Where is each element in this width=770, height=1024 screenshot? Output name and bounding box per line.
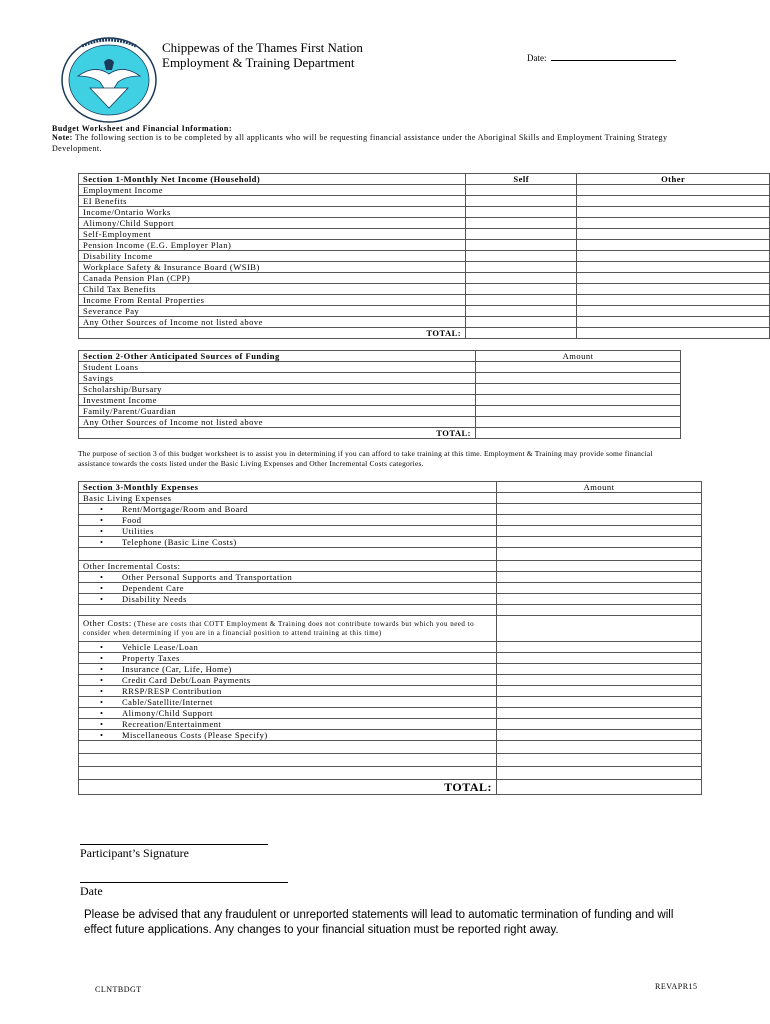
- signature-label: Participant’s Signature: [80, 846, 189, 860]
- other-costs-cell: [79, 616, 497, 642]
- amount-cell[interactable]: [497, 572, 702, 583]
- funding-label: Investment Income: [79, 395, 476, 406]
- table-row: [79, 561, 702, 572]
- table-row: [79, 306, 770, 317]
- amount-cell[interactable]: [497, 642, 702, 653]
- section1-total-label: TOTAL:: [79, 328, 466, 339]
- amount-cell[interactable]: [497, 583, 702, 594]
- amount-cell[interactable]: [497, 526, 702, 537]
- section2-table: [78, 350, 681, 439]
- table-row: [79, 594, 702, 605]
- col-self-header: Self: [466, 174, 577, 185]
- expense-item: • Recreation/Entertainment: [79, 719, 497, 730]
- amount-cell[interactable]: [476, 373, 681, 384]
- expense-item: • Cable/Satellite/Internet: [79, 697, 497, 708]
- table-row: [79, 493, 702, 504]
- expense-item: • Vehicle Lease/Loan: [79, 642, 497, 653]
- org-name: Chippewas of the Thames First Nation: [162, 40, 363, 55]
- other-amount-cell[interactable]: [577, 229, 770, 240]
- table-row: [79, 251, 770, 262]
- section3-header: Section 3-Monthly Expenses: [79, 482, 497, 493]
- organization-logo: [60, 36, 158, 124]
- income-label: Employment Income: [79, 185, 466, 196]
- amount-cell[interactable]: [476, 384, 681, 395]
- amount-cell[interactable]: [497, 605, 702, 616]
- income-label: Severance Pay: [79, 306, 466, 317]
- col-other-header: Other: [577, 174, 770, 185]
- self-amount-cell[interactable]: [466, 229, 577, 240]
- income-label: Self-Employment: [79, 229, 466, 240]
- amount-cell[interactable]: [497, 515, 702, 526]
- date-label: Date: [80, 884, 103, 898]
- blank-row: [79, 605, 702, 616]
- table-row: [79, 572, 702, 583]
- self-amount-cell[interactable]: [466, 196, 577, 207]
- table-row: [79, 196, 770, 207]
- amount-cell[interactable]: [497, 664, 702, 675]
- table-row: [79, 504, 702, 515]
- amount-cell[interactable]: [497, 697, 702, 708]
- form-code: CLNTBDGT: [95, 985, 142, 994]
- self-amount-cell[interactable]: [466, 240, 577, 251]
- amount-cell[interactable]: [476, 406, 681, 417]
- self-amount-cell[interactable]: [466, 185, 577, 196]
- table-row: [79, 417, 681, 428]
- income-label: Workplace Safety & Insurance Board (WSIB): [79, 262, 466, 273]
- expense-item: • Telephone (Basic Line Costs): [79, 537, 497, 548]
- intro-note: [52, 133, 692, 154]
- income-label: Income From Rental Properties: [79, 295, 466, 306]
- table-row: [79, 362, 681, 373]
- other-amount-cell[interactable]: [577, 196, 770, 207]
- table-row: [79, 295, 770, 306]
- revision-code: REVAPR15: [655, 982, 698, 991]
- blank-cell[interactable]: [79, 767, 497, 780]
- table-row: [79, 515, 702, 526]
- expense-item: • Property Taxes: [79, 653, 497, 664]
- other-amount-cell[interactable]: [577, 218, 770, 229]
- table-row: [79, 686, 702, 697]
- expense-item: • Disability Needs: [79, 594, 497, 605]
- table-row: [79, 273, 770, 284]
- expense-item: • Rent/Mortgage/Room and Board: [79, 504, 497, 515]
- other-amount-cell[interactable]: [577, 273, 770, 284]
- self-amount-cell[interactable]: [466, 317, 577, 328]
- blank-row: [79, 767, 702, 780]
- funding-label: Any Other Sources of Income not listed above: [79, 417, 476, 428]
- self-amount-cell[interactable]: [466, 207, 577, 218]
- incremental-costs-label: Other Incremental Costs:: [79, 561, 497, 572]
- table-row: [79, 317, 770, 328]
- expense-item: • Credit Card Debt/Loan Payments: [79, 675, 497, 686]
- other-amount-cell[interactable]: [577, 240, 770, 251]
- self-amount-cell[interactable]: [466, 295, 577, 306]
- amount-cell[interactable]: [497, 561, 702, 572]
- signature-line[interactable]: [80, 844, 268, 845]
- table-row: [79, 708, 702, 719]
- amount-cell[interactable]: [476, 362, 681, 373]
- table-row: [79, 284, 770, 295]
- table-row: [79, 675, 702, 686]
- funding-label: Student Loans: [79, 362, 476, 373]
- amount-cell[interactable]: [497, 686, 702, 697]
- note-label: Note:: [52, 133, 73, 142]
- income-label: Alimony/Child Support: [79, 218, 466, 229]
- amount-cell[interactable]: [497, 675, 702, 686]
- blank-cell[interactable]: [79, 605, 497, 616]
- section2-total-cell[interactable]: [476, 428, 681, 439]
- amount-cell[interactable]: [476, 417, 681, 428]
- table-row: [79, 583, 702, 594]
- blank-cell[interactable]: [79, 548, 497, 561]
- expense-item: • Other Personal Supports and Transportation: [79, 572, 497, 583]
- other-amount-cell[interactable]: [577, 207, 770, 218]
- note-text: The following section is to be completed by all applicants who will be requesting financial assistance under the Aboriginal Skills and Employment Training Strategy Development.: [52, 133, 668, 153]
- department-name: Employment & Training Department: [162, 55, 355, 70]
- header-date-label: Date:: [527, 53, 547, 63]
- income-label: Any Other Sources of Income not listed above: [79, 317, 466, 328]
- income-label: Disability Income: [79, 251, 466, 262]
- section1-table: [78, 173, 770, 339]
- amount-cell[interactable]: [497, 767, 702, 780]
- other-amount-cell[interactable]: [577, 262, 770, 273]
- expense-item: • Utilities: [79, 526, 497, 537]
- self-amount-cell[interactable]: [466, 273, 577, 284]
- table-row: [79, 240, 770, 251]
- col-amount-header: Amount: [476, 351, 681, 362]
- income-label: Income/Ontario Works: [79, 207, 466, 218]
- amount-cell[interactable]: [497, 708, 702, 719]
- section2-header: Section 2-Other Anticipated Sources of Funding: [79, 351, 476, 362]
- section3-header-row: [79, 482, 702, 493]
- blank-row: [79, 741, 702, 754]
- table-row: [79, 526, 702, 537]
- other-costs-label: Other Costs:: [83, 618, 132, 628]
- blank-cell[interactable]: [79, 754, 497, 767]
- section3-total-row: [79, 780, 702, 795]
- expense-item: • Food: [79, 515, 497, 526]
- self-total-cell[interactable]: [466, 328, 577, 339]
- header-date-field[interactable]: [527, 52, 676, 63]
- col-amount-header: Amount: [497, 482, 702, 493]
- section3-total-label: TOTAL:: [79, 780, 497, 795]
- funding-label: Savings: [79, 373, 476, 384]
- date-line[interactable]: [80, 882, 288, 883]
- worksheet-title: Budget Worksheet and Financial Information:: [52, 124, 233, 133]
- table-row: [79, 406, 681, 417]
- section3-table: [78, 481, 702, 795]
- other-amount-cell[interactable]: [577, 306, 770, 317]
- amount-cell[interactable]: [497, 730, 702, 741]
- other-amount-cell[interactable]: [577, 284, 770, 295]
- section2-header-row: [79, 351, 681, 362]
- section3-total-cell[interactable]: [497, 780, 702, 795]
- expense-item: • Dependent Care: [79, 583, 497, 594]
- expense-item: • Miscellaneous Costs (Please Specify): [79, 730, 497, 741]
- table-row: [79, 664, 702, 675]
- table-row: [79, 642, 702, 653]
- amount-cell[interactable]: [497, 537, 702, 548]
- table-row: [79, 218, 770, 229]
- section1-header: Section 1-Monthly Net Income (Household): [79, 174, 466, 185]
- basic-living-label: Basic Living Expenses: [79, 493, 497, 504]
- amount-cell[interactable]: [497, 548, 702, 561]
- amount-cell[interactable]: [497, 719, 702, 730]
- section3-purpose-text: The purpose of section 3 of this budget worksheet is to assist you in determining if you can afford to take training at this time. Employment & Training may provide some financial assistance towards the costs listed under the Basic Living Expenses and Other Incremental Costs categories.: [78, 449, 653, 468]
- table-row: [79, 653, 702, 664]
- section1-header-row: [79, 174, 770, 185]
- table-row: [79, 373, 681, 384]
- amount-cell[interactable]: [497, 653, 702, 664]
- other-amount-cell[interactable]: [577, 251, 770, 262]
- table-row: [79, 185, 770, 196]
- section1-total-row: [79, 328, 770, 339]
- funding-label: Scholarship/Bursary: [79, 384, 476, 395]
- table-row: [79, 395, 681, 406]
- amount-cell[interactable]: [497, 493, 702, 504]
- income-label: Canada Pension Plan (CPP): [79, 273, 466, 284]
- income-label: Child Tax Benefits: [79, 284, 466, 295]
- table-row: [79, 262, 770, 273]
- income-label: Pension Income (E.G. Employer Plan): [79, 240, 466, 251]
- table-row: [79, 537, 702, 548]
- section2-total-label: TOTAL:: [79, 428, 476, 439]
- other-costs-row: [79, 616, 702, 642]
- amount-cell[interactable]: [476, 395, 681, 406]
- table-row: [79, 207, 770, 218]
- amount-cell[interactable]: [497, 594, 702, 605]
- self-amount-cell[interactable]: [466, 284, 577, 295]
- table-row: [79, 697, 702, 708]
- funding-label: Family/Parent/Guardian: [79, 406, 476, 417]
- expense-item: • Insurance (Car, Life, Home): [79, 664, 497, 675]
- table-row: [79, 730, 702, 741]
- warning-text: Please be advised that any fraudulent or unreported statements will lead to automatic termination of funding and will effect future applications. Any changes to your financial situation must be reported right away.: [84, 909, 674, 936]
- other-amount-cell[interactable]: [577, 185, 770, 196]
- table-row: [79, 229, 770, 240]
- other-amount-cell[interactable]: [577, 317, 770, 328]
- amount-cell[interactable]: [497, 754, 702, 767]
- self-amount-cell[interactable]: [466, 306, 577, 317]
- blank-row: [79, 548, 702, 561]
- self-amount-cell[interactable]: [466, 218, 577, 229]
- other-costs-note: (These are costs that COTT Employment & Training does not contribute towards but which you need to consider when determining if you are in a financial position to attend training at this time): [83, 620, 475, 637]
- blank-cell[interactable]: [79, 741, 497, 754]
- table-row: [79, 384, 681, 395]
- blank-row: [79, 754, 702, 767]
- expense-item: • RRSP/RESP Contribution: [79, 686, 497, 697]
- amount-cell[interactable]: [497, 616, 702, 642]
- section2-total-row: [79, 428, 681, 439]
- self-amount-cell[interactable]: [466, 251, 577, 262]
- expense-item: • Alimony/Child Support: [79, 708, 497, 719]
- self-amount-cell[interactable]: [466, 262, 577, 273]
- table-row: [79, 719, 702, 730]
- amount-cell[interactable]: [497, 504, 702, 515]
- other-total-cell[interactable]: [577, 328, 770, 339]
- income-label: EI Benefits: [79, 196, 466, 207]
- other-amount-cell[interactable]: [577, 295, 770, 306]
- amount-cell[interactable]: [497, 741, 702, 754]
